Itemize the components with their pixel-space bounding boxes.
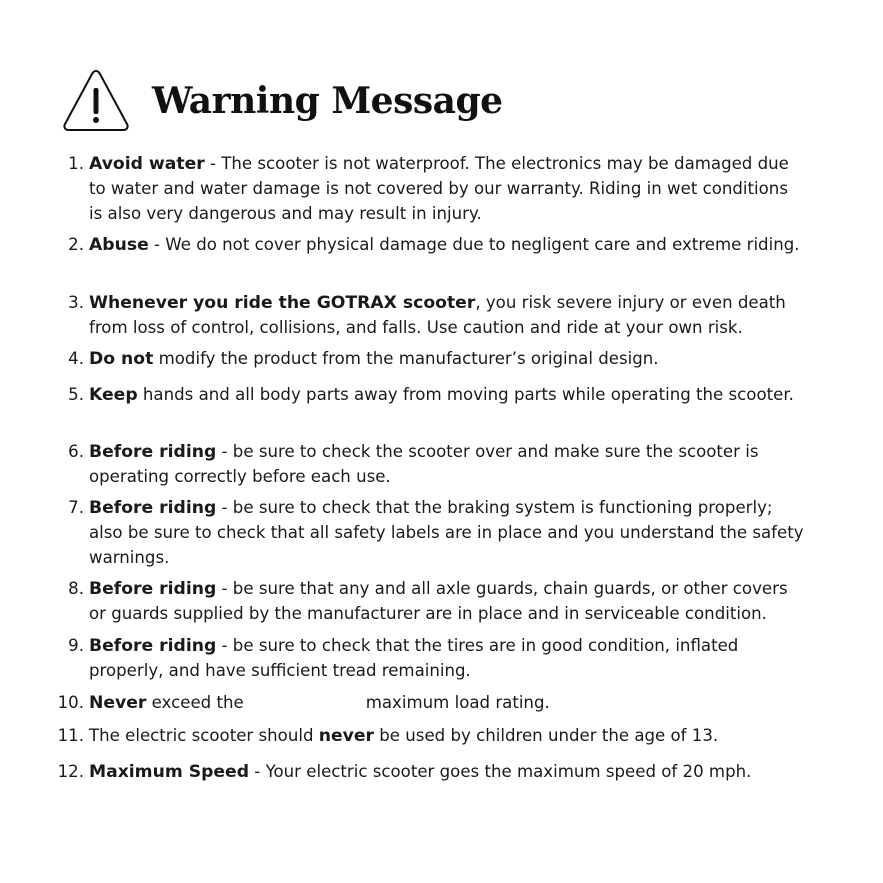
item-number: 2. [68,235,84,254]
item-number: 11. [57,726,84,745]
page-title: Warning Message [152,80,503,122]
item-line [89,347,659,371]
item-bold-lead: Before riding [89,636,217,656]
item-text: - be sure to check that the braking system is functioning properly; [216,498,773,517]
item-text: The electric scooter should [89,726,319,745]
item-bold-lead: Before riding [89,579,217,599]
item-number: 12. [57,762,84,781]
item-line: properly, and have sufficient tread remaining. [89,661,471,680]
item-line [89,691,550,715]
item-text: - be sure to check the scooter over and make sure the scooter is [216,442,759,461]
item-text: modify the product from the manufacturer’s original design. [153,349,659,368]
item-bold-lead: Keep [89,385,138,405]
item-number: 1. [68,154,84,173]
item-text: , you risk severe injury or even death [475,293,786,312]
item-text: maximum load rating. [365,693,550,712]
item-line [89,577,788,601]
item-bold-lead: Abuse [89,235,149,255]
item-text: - be sure that any and all axle guards, chain guards, or other covers [216,579,788,598]
item-line [89,291,786,315]
item-text: - We do not cover physical damage due to negligent care and extreme riding. [148,235,800,254]
item-number: 10. [57,693,84,712]
item-number: 6. [68,442,84,461]
item-number: 5. [68,385,84,404]
item-number: 9. [68,636,84,655]
item-bold-lead: never [318,726,374,746]
item-bold-lead: Maximum Speed [89,762,250,782]
item-text: - be sure to check that the tires are in good condition, inflated [216,636,739,655]
item-line: from loss of control, collisions, and falls. Use caution and ride at your own risk. [89,318,743,337]
item-line [89,440,758,464]
warning-triangle-icon [62,68,130,134]
item-line: warnings. [89,548,170,567]
item-bold-lead: Before riding [89,498,217,518]
item-number: 8. [68,579,84,598]
item-line: operating correctly before each use. [89,467,391,486]
item-bold-lead: Never [89,693,147,713]
item-line: also be sure to check that all safety labels are in place and you understand the safety [89,523,804,542]
item-line: or guards supplied by the manufacturer are in place and in serviceable condition. [89,604,767,623]
item-bold-lead: Whenever you ride the GOTRAX scooter [89,293,476,313]
item-text: be used by children under the age of 13. [374,726,719,745]
item-line [89,383,794,407]
item-line [89,233,800,257]
item-line [89,152,789,176]
item-bold-lead: Before riding [89,442,217,462]
header [62,68,503,134]
item-line [89,724,718,748]
item-text: exceed the [146,693,244,712]
item-text: hands and all body parts away from moving parts while operating the scooter. [137,385,794,404]
item-line: is also very dangerous and may result in injury. [89,204,482,223]
item-line [89,760,751,784]
item-bold-lead: Do not [89,349,154,369]
item-line: to water and water damage is not covered by our warranty. Riding in wet conditions [89,179,788,198]
item-line [89,496,773,520]
item-bold-lead: Avoid water [89,154,205,174]
item-line [89,634,738,658]
item-number: 3. [68,293,84,312]
item-number: 4. [68,349,84,368]
item-text: - The scooter is not waterproof. The electronics may be damaged due [204,154,789,173]
item-number: 7. [68,498,84,517]
item-text: - Your electric scooter goes the maximum speed of 20 mph. [249,762,752,781]
